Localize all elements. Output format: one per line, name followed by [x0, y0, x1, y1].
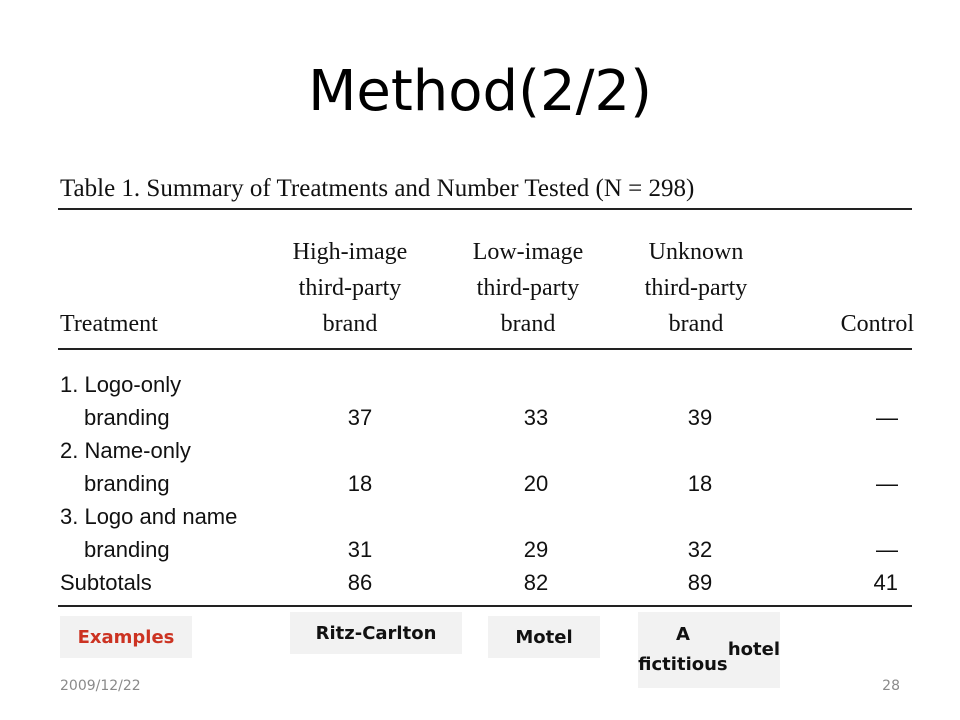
cell-unknown: 39 [687, 405, 713, 430]
cell-low-image: 33 [523, 405, 549, 430]
cell-low-image: 20 [523, 471, 549, 496]
header-high-image [280, 234, 420, 342]
table-row [58, 401, 912, 434]
examples-label: Examples [60, 616, 192, 658]
footer-date: 2009/12/22 [60, 678, 141, 694]
summary-table [58, 172, 914, 612]
table-row [58, 500, 912, 533]
table-row [58, 566, 912, 599]
header-high-image-line1: High-image [292, 239, 408, 265]
slide-title: Method(2/2) [308, 59, 652, 124]
example-motel: Motel [488, 616, 600, 658]
row-label: 3. Logo and name [60, 504, 238, 529]
header-high-image-line3: brand [322, 311, 378, 337]
header-unknown-line1: Unknown [648, 239, 744, 265]
example-fictitious-line1: A fictitious [638, 624, 728, 675]
header-treatment: Treatment [60, 311, 158, 337]
cell-low-image: 82 [523, 570, 549, 595]
table-header-rule [58, 348, 912, 350]
header-low-image-line1: Low-image [472, 239, 584, 265]
cell-high-image: 37 [347, 405, 373, 430]
table-top-rule [58, 208, 912, 210]
cell-high-image: 86 [347, 570, 373, 595]
page-number: 28 [882, 678, 900, 694]
example-fictitious-hotel [638, 612, 780, 688]
table-row [58, 368, 912, 401]
header-unknown [626, 234, 766, 342]
example-fictitious-line2: hotel [727, 639, 780, 660]
example-ritz-carlton: Ritz-Carlton [290, 612, 462, 654]
cell-unknown: 32 [687, 537, 713, 562]
header-low-image-line3: brand [500, 311, 556, 337]
table-row [58, 434, 912, 467]
cell-unknown: 18 [687, 471, 713, 496]
cell-control: — [876, 471, 898, 496]
row-label: Subtotals [60, 570, 152, 595]
cell-high-image: 31 [347, 537, 373, 562]
row-label: 1. Logo-only [60, 372, 182, 397]
row-label: 2. Name-only [60, 438, 191, 463]
row-label: branding [84, 471, 170, 496]
table-caption: Table 1. Summary of Treatments and Number Tested (N = 298) [60, 175, 695, 202]
cell-low-image: 29 [523, 537, 549, 562]
cell-control: — [876, 537, 898, 562]
cell-control: — [876, 405, 898, 430]
cell-high-image: 18 [347, 471, 373, 496]
header-unknown-line3: brand [668, 311, 724, 337]
header-low-image [458, 234, 598, 342]
header-high-image-line2: third-party [298, 275, 402, 301]
header-low-image-line2: third-party [476, 275, 580, 301]
table-row [58, 467, 912, 500]
row-label: branding [84, 405, 170, 430]
cell-unknown: 89 [687, 570, 713, 595]
header-control: Control [840, 311, 914, 337]
table-bottom-rule [58, 605, 912, 607]
table-row [58, 533, 912, 566]
cell-control: 41 [873, 570, 898, 595]
header-unknown-line2: third-party [644, 275, 748, 301]
row-label: branding [84, 537, 170, 562]
